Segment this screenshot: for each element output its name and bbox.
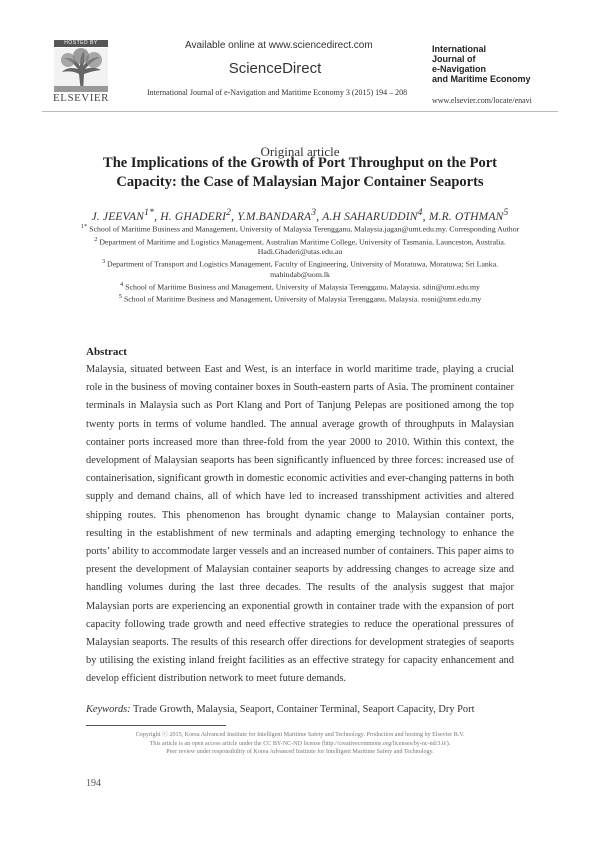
author-sup: 2 bbox=[226, 207, 232, 218]
journal-citation: International Journal of e-Navigation and Maritime Economy 3 (2015) 194 – 208 bbox=[147, 88, 408, 97]
author-name: M.R. OTHMAN bbox=[428, 210, 504, 223]
elsevier-tree-icon bbox=[54, 48, 108, 92]
keywords-label: Keywords: bbox=[86, 704, 131, 715]
affiliation-text: School of Maritime Business and Management, University of Malaysia Terengganu, Malaysia. rosni@umt.edu.my bbox=[122, 294, 482, 304]
journal-url[interactable]: www.elsevier.com/locate/enavi bbox=[432, 96, 532, 105]
keywords-line bbox=[86, 704, 514, 715]
affiliation-sup: 3 bbox=[101, 258, 106, 266]
affiliation bbox=[80, 280, 520, 293]
footnote-divider bbox=[86, 725, 226, 726]
affiliation-sup: 5 bbox=[118, 293, 122, 301]
journal-title-line: e-Navigation bbox=[432, 64, 487, 74]
author-sup: 4 bbox=[417, 207, 423, 218]
journal-title-line: Journal of bbox=[432, 54, 476, 64]
affiliation-text: Department of Maritime and Logistics Management, Australian Maritime College, University of Tasmania, Launceston, Australia. Hadi.Ghaderi@utas.edu.au bbox=[97, 237, 506, 257]
author-name: J. JEEVAN bbox=[91, 210, 145, 223]
article-title: The Implications of the Growth of Port Throughput on the Port Capacity: the Case of Malaysian Major Container Seaports bbox=[103, 155, 497, 190]
author-sup: 3 bbox=[311, 207, 317, 218]
affiliation bbox=[80, 257, 520, 280]
abstract-body: Malaysia, situated between East and West, is an interface in world maritime trade, playing a crucial role in the business of moving container boxes in South-eastern parts of Asia. The prominent container terminals in Malaysia such as Port Klang and Port of Tanjung Pelepas are positioned among the top twenty ports in terms of volume handled. The annual average growth of throughputs in Malaysian container ports increased more than three-fold from the year 2000 to 2010. Within this context, the development of Malaysian seaports has been significantly influenced by three forces: increased use of containerisation, significant growth in domestic economic activities and ever-changing patterns in both supply and demand chains, all of which have led to increased transshipment activities and altered shipping routes. This phenomenon has brought dynamic change to Malaysian container ports, resulting in the establishment of new terminals and adapting emerging technology to enhance the ports’ ability to accommodate larger vessels and an increased number of containers. This paper aims to present the development of Malaysian container seaports by addressing changes to acreage size and handling volumes during the last three decades. The results of the analysis suggest that major Malaysian ports are experiencing an exponential growth in container trade with the expansion of port capacity following trade growth and need effective strategies to reduce the operational pressures of Malaysian seaports. The results of this research offer directions for development strategies of seaports by utilising the existing inland freight facilities as an effective strategy for capacity enhancement and develop efficient distribution network to meet future demands. bbox=[86, 364, 514, 685]
elsevier-logo[interactable] bbox=[42, 40, 120, 104]
abstract-heading: Abstract bbox=[86, 346, 127, 358]
affiliation-list bbox=[80, 222, 520, 305]
affiliation-text: School of Maritime Business and Management, University of Malaysia Terengganu, Malaysia.jagan@umt.edu.my. Corresponding Author bbox=[87, 224, 520, 234]
author-name: A.H SAHARUDDIN bbox=[322, 210, 418, 223]
author-sep: , bbox=[154, 210, 161, 223]
copyright-line: Peer review under responsibility of Korea Advanced Institute for Intelligent Maritime Safety and Technology. bbox=[166, 749, 434, 756]
author-list bbox=[0, 207, 600, 223]
affiliation bbox=[80, 235, 520, 258]
page-header bbox=[0, 0, 600, 112]
article-type: Original article bbox=[260, 144, 340, 159]
copyright-line: Copyright ⓒ 2015, Korea Advanced Institute for Intelligent Maritime Safety and Technology. Production and hosting by Elsevier B.V. bbox=[135, 732, 465, 738]
author-sup: 5 bbox=[503, 207, 509, 218]
copyright-notice bbox=[86, 731, 514, 757]
author-sup: 1* bbox=[144, 207, 155, 218]
author-sep: , bbox=[316, 210, 323, 223]
elsevier-wordmark: ELSEVIER bbox=[53, 92, 109, 104]
copyright-line: This article is an open access article under the CC BY-NC-ND license (http://creativecommons.org/licenses/by-nc-nd/3.0/). bbox=[149, 740, 451, 747]
keywords-text: Trade Growth, Malaysia, Seaport, Container Terminal, Seaport Capacity, Dry Port bbox=[130, 704, 475, 715]
author-name: Y.M.BANDARA bbox=[237, 210, 312, 223]
author-name: H. GHADERI bbox=[160, 210, 227, 223]
journal-title-line: and Maritime Economy bbox=[432, 74, 531, 84]
author-sep: , bbox=[231, 210, 238, 223]
affiliation-sup: 1* bbox=[80, 223, 88, 230]
page-number: 194 bbox=[86, 778, 101, 789]
sciencedirect-title: ScienceDirect bbox=[228, 60, 322, 77]
affiliation-sup: 4 bbox=[120, 280, 124, 288]
author-sep: , bbox=[422, 210, 429, 223]
affiliation bbox=[80, 292, 520, 305]
available-online-text[interactable]: Available online at www.sciencedirect.com bbox=[185, 40, 373, 51]
header-divider bbox=[42, 111, 558, 112]
affiliation-text: School of Maritime Business and Management, University of Malaysia Terengganu, Malaysia. sdin@umt.edu.my bbox=[123, 282, 480, 292]
affiliation-text: Department of Transport and Logistics Management, Faculty of Engineering, University of Moratuwa, Moratuwa; Sri Lanka. mahindab@uom.lk bbox=[105, 259, 499, 279]
affiliation bbox=[80, 222, 520, 235]
hosted-by-banner: HOSTED BY bbox=[54, 40, 108, 47]
journal-title bbox=[432, 44, 562, 84]
affiliation-sup: 2 bbox=[94, 235, 98, 243]
journal-title-line: International bbox=[432, 44, 487, 54]
